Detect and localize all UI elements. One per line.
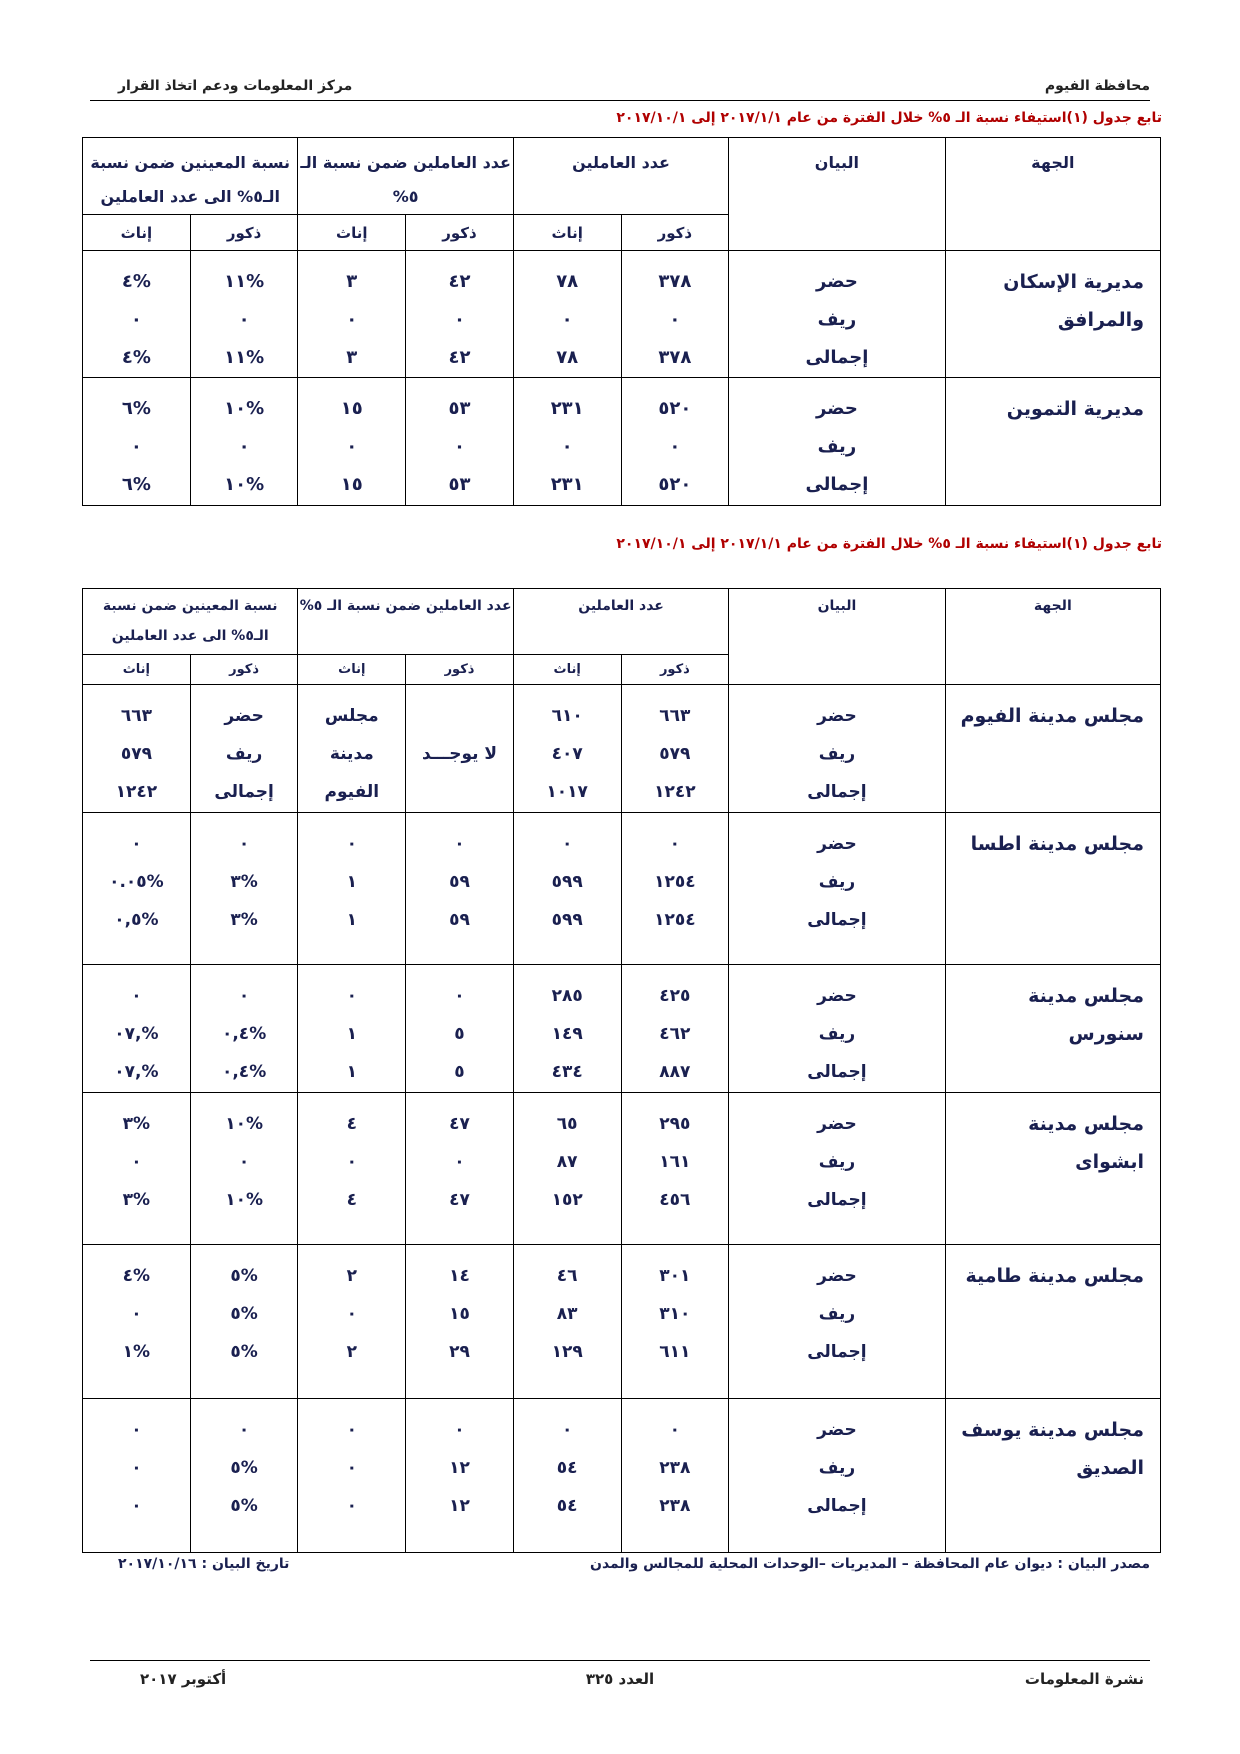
statement-label: حضر bbox=[817, 986, 857, 1006]
cell-value: ٥٧٩ bbox=[659, 744, 691, 764]
cell-value: ٠ bbox=[669, 436, 681, 457]
cell-value: ٧٨ bbox=[556, 271, 579, 292]
cell-value: ٤٠٧ bbox=[551, 744, 583, 764]
value-cell bbox=[83, 813, 191, 965]
cell-value: ٥٢٠ bbox=[658, 398, 692, 419]
cell-value: ٠ bbox=[454, 986, 465, 1006]
cell-value: الفيوم bbox=[324, 782, 380, 802]
cell-value: ٠ bbox=[131, 986, 142, 1006]
cell-value: %٠.٠٥ bbox=[109, 872, 164, 892]
cell-value: ٠ bbox=[454, 834, 465, 854]
value-cell bbox=[190, 251, 298, 378]
cell-value: إجمالى bbox=[214, 782, 274, 802]
cell-value: ٠ bbox=[453, 309, 465, 330]
value-cell bbox=[298, 251, 406, 378]
cell-value: ٢ bbox=[346, 1342, 357, 1362]
entity-name: مجلس مدينة الفيوم bbox=[945, 685, 1160, 813]
value-cell bbox=[298, 378, 406, 506]
cell-value: ١٥ bbox=[340, 474, 363, 495]
page-header bbox=[90, 78, 1150, 100]
statement-cell bbox=[729, 813, 945, 965]
statement-label: ريف bbox=[818, 872, 856, 892]
footer-month: أكتوبر ٢٠١٧ bbox=[140, 1670, 227, 1688]
col-entity: الجهة bbox=[945, 589, 1160, 685]
value-cell bbox=[83, 685, 191, 813]
value-cell bbox=[621, 965, 729, 1093]
statement-label: إجمالى bbox=[807, 1062, 867, 1082]
value-cell bbox=[190, 965, 298, 1093]
value-cell bbox=[513, 1245, 621, 1399]
table2-caption: تابع جدول (١)استيفاء نسبة الـ ٥% خلال الفترة من عام ٢٠١٧/١/١ إلى ٢٠١٧/١٠/١ bbox=[616, 536, 1162, 552]
value-cell bbox=[83, 1399, 191, 1553]
value-cell bbox=[406, 813, 514, 965]
cell-value: ٤٥٦ bbox=[659, 1190, 691, 1210]
table-row bbox=[83, 1245, 1161, 1399]
table-row bbox=[83, 378, 1161, 506]
cell-value: ٤ bbox=[346, 1114, 357, 1134]
cell-value: ٠ bbox=[561, 1420, 573, 1440]
cell-value: %٦ bbox=[121, 474, 151, 495]
cell-value: ٨٧ bbox=[556, 1152, 578, 1172]
statement-label: ريف bbox=[817, 436, 857, 457]
col-males: ذكور bbox=[406, 215, 514, 251]
statement-cell bbox=[729, 965, 945, 1093]
cell-value: ٠ bbox=[346, 1420, 357, 1440]
value-cell bbox=[190, 1093, 298, 1245]
cell-value: ٠ bbox=[238, 309, 250, 330]
cell-value: %٤ bbox=[121, 347, 151, 368]
statement-label: إجمالى bbox=[807, 1496, 867, 1516]
value-cell bbox=[298, 685, 406, 813]
value-cell bbox=[621, 813, 729, 965]
entity-name: مجلس مدينة اطسا bbox=[945, 813, 1160, 965]
cell-value: ٢٣٨ bbox=[659, 1458, 691, 1478]
cell-value: ١٤ bbox=[449, 1266, 470, 1286]
cell-value: ٤٦٢ bbox=[659, 1024, 691, 1044]
cell-value: %٥ bbox=[230, 1266, 258, 1286]
cell-value: ٤٧ bbox=[449, 1190, 470, 1210]
statement-cell bbox=[729, 251, 945, 378]
cell-value: %٣ bbox=[230, 872, 258, 892]
cell-value: ٠ bbox=[346, 986, 357, 1006]
statement-cell bbox=[729, 685, 945, 813]
col-ratio: نسبة المعينين ضمن نسبة الـ٥% الى عدد العاملين bbox=[83, 589, 298, 655]
cell-value: ٠ bbox=[131, 1458, 142, 1478]
col-statement: البيان bbox=[729, 589, 945, 685]
value-cell bbox=[298, 813, 406, 965]
statement-label: حضر bbox=[817, 1114, 857, 1134]
cell-value: ٠ bbox=[238, 834, 250, 854]
value-cell bbox=[513, 685, 621, 813]
col-males: ذكور bbox=[190, 655, 298, 685]
cell-value: ٠ bbox=[131, 1304, 142, 1324]
value-cell bbox=[83, 251, 191, 378]
cell-value: ٤٢٥ bbox=[659, 986, 691, 1006]
value-cell bbox=[406, 378, 514, 506]
cell-value: ٠ bbox=[561, 834, 573, 854]
value-cell bbox=[513, 251, 621, 378]
statement-label: حضر bbox=[817, 706, 857, 726]
value-cell bbox=[190, 685, 298, 813]
statement-label: ريف bbox=[818, 744, 856, 764]
entity-name: مديرية الإسكان والمرافق bbox=[945, 251, 1160, 378]
cell-value: مجلس bbox=[324, 706, 379, 726]
cell-value: ٥٩٩ bbox=[551, 872, 583, 892]
cell-value: ٠ bbox=[131, 1152, 142, 1172]
cell-value: %٣ bbox=[122, 1114, 151, 1134]
statement-label: حضر bbox=[817, 1420, 857, 1440]
cell-value: %١١ bbox=[224, 347, 265, 368]
cell-value: ٨٨٧ bbox=[659, 1062, 691, 1082]
col-females: إناث bbox=[298, 655, 406, 685]
statement-label: إجمالى bbox=[807, 782, 867, 802]
col-females: إناث bbox=[298, 215, 406, 251]
cell-value: ٥٤ bbox=[556, 1496, 578, 1516]
statement-label: إجمالى bbox=[807, 1342, 867, 1362]
value-cell bbox=[406, 251, 514, 378]
table-row bbox=[83, 685, 1161, 813]
cell-value: ١٢٤٢ bbox=[115, 782, 158, 802]
col-females: إناث bbox=[83, 655, 191, 685]
col-males: ذكور bbox=[621, 215, 729, 251]
cell-value: %١٠ bbox=[224, 398, 265, 419]
cell-value: %٠,٤ bbox=[221, 1062, 267, 1082]
cell-value: %١ bbox=[122, 1342, 151, 1362]
col-females: إناث bbox=[83, 215, 191, 251]
value-cell bbox=[406, 1399, 514, 1553]
value-cell bbox=[621, 1093, 729, 1245]
table-row bbox=[83, 965, 1161, 1093]
statement-label: حضر bbox=[817, 1266, 857, 1286]
cell-value: ١٢٥٤ bbox=[654, 872, 696, 892]
cell-value: ٢ bbox=[346, 1266, 357, 1286]
cell-value: ٣٠١ bbox=[659, 1266, 691, 1286]
cell-value: ٠ bbox=[346, 1152, 357, 1172]
cell-value: ٦٥ bbox=[556, 1114, 578, 1134]
value-cell bbox=[83, 378, 191, 506]
cell-value: ١ bbox=[346, 910, 357, 930]
cell-value: ٥ bbox=[454, 1024, 465, 1044]
cell-value: ٥٤ bbox=[556, 1458, 578, 1478]
value-cell bbox=[513, 813, 621, 965]
cell-value: ٢٣٨ bbox=[659, 1496, 691, 1516]
cell-value: ٣ bbox=[346, 347, 358, 368]
cell-value: ٣٧٨ bbox=[658, 271, 692, 292]
cell-value: ٦١١ bbox=[659, 1342, 691, 1362]
cell-value: ١٢ bbox=[449, 1496, 470, 1516]
statement-label: إجمالى bbox=[805, 347, 869, 368]
cell-value: ١ bbox=[346, 1024, 357, 1044]
cell-value: ٤ bbox=[346, 1190, 357, 1210]
cell-value: ١ bbox=[346, 872, 357, 892]
cell-value: %٥ bbox=[230, 1496, 258, 1516]
table2 bbox=[82, 588, 1161, 1553]
statement-cell bbox=[729, 1245, 945, 1399]
statement-label: ريف bbox=[817, 309, 857, 330]
cell-value: ٠ bbox=[669, 309, 681, 330]
cell-value: ١٢٩ bbox=[551, 1342, 583, 1362]
cell-value: ٥٣ bbox=[448, 398, 471, 419]
cell-value: ١٥٢ bbox=[551, 1190, 583, 1210]
cell-value: ٢٣١ bbox=[550, 474, 584, 495]
cell-value: %١٠ bbox=[225, 1190, 264, 1210]
cell-value: %٤ bbox=[121, 271, 151, 292]
value-cell bbox=[621, 378, 729, 506]
table-row bbox=[83, 813, 1161, 965]
cell-value: ٠ bbox=[131, 1496, 142, 1516]
footer-publication: نشرة المعلومات bbox=[1024, 1670, 1144, 1688]
cell-value: ٢٣١ bbox=[550, 398, 584, 419]
cell-value bbox=[406, 773, 513, 811]
value-cell bbox=[298, 1093, 406, 1245]
cell-value: ٣ bbox=[346, 271, 358, 292]
col-males: ذكور bbox=[621, 655, 729, 685]
cell-value: ٦٦٣ bbox=[659, 706, 691, 726]
cell-value: ٠ bbox=[561, 309, 573, 330]
cell-value: ٢٩ bbox=[449, 1342, 470, 1362]
statement-label: إجمالى bbox=[805, 474, 869, 495]
cell-value: ٤٢ bbox=[448, 347, 471, 368]
cell-value: ٠ bbox=[346, 436, 358, 457]
cell-value: ٤٦ bbox=[556, 1266, 578, 1286]
value-cell bbox=[83, 965, 191, 1093]
cell-value: %,٠٧ bbox=[114, 1062, 159, 1082]
cell-value: ٣١٠ bbox=[659, 1304, 691, 1324]
data-date: تاريخ البيان : ٢٠١٧/١٠/١٦ bbox=[118, 1556, 290, 1572]
value-cell bbox=[83, 1093, 191, 1245]
statement-label: حضر bbox=[817, 834, 857, 854]
cell-value: حضر bbox=[224, 706, 264, 726]
cell-value: ٥٩ bbox=[449, 910, 470, 930]
table2-body bbox=[83, 685, 1161, 1553]
cell-value: ٠ bbox=[238, 1152, 250, 1172]
cell-value: ٠ bbox=[238, 986, 250, 1006]
cell-value: ٠ bbox=[454, 1152, 465, 1172]
col-statement: البيان bbox=[729, 138, 945, 251]
col-ratio: نسبة المعينين ضمن نسبة الـ٥% الى عدد العاملين bbox=[83, 138, 298, 215]
entity-name: مجلس مدينة ابشواى bbox=[945, 1093, 1160, 1245]
cell-value: ٥٢٠ bbox=[658, 474, 692, 495]
statement-label: ريف bbox=[818, 1304, 856, 1324]
cell-value: ٠ bbox=[131, 834, 142, 854]
cell-value: ٠ bbox=[346, 309, 358, 330]
value-cell bbox=[513, 1093, 621, 1245]
col-males: ذكور bbox=[406, 655, 514, 685]
cell-value: ١٢ bbox=[449, 1458, 470, 1478]
cell-value: %٥ bbox=[230, 1458, 258, 1478]
statement-label: حضر bbox=[815, 271, 858, 292]
table-row bbox=[83, 1399, 1161, 1553]
cell-value: ٥٩٩ bbox=[551, 910, 583, 930]
cell-value: ١٠١٧ bbox=[546, 782, 588, 802]
value-cell bbox=[513, 965, 621, 1093]
table1-body bbox=[83, 251, 1161, 506]
cell-value: ٢٩٥ bbox=[659, 1114, 691, 1134]
cell-value: ٠ bbox=[453, 436, 465, 457]
col-females: إناث bbox=[513, 215, 621, 251]
cell-value: ٦١٠ bbox=[551, 706, 583, 726]
cell-value: %٣ bbox=[122, 1190, 151, 1210]
cell-value: ١٢٤٢ bbox=[654, 782, 696, 802]
cell-value: ٤٢ bbox=[448, 271, 471, 292]
data-source: مصدر البيان : ديوان عام المحافظة – المديريات –الوحدات المحلية للمجالس والمدن bbox=[590, 1556, 1150, 1572]
cell-value bbox=[406, 697, 513, 735]
cell-value: ٠ bbox=[346, 1304, 357, 1324]
footer-divider bbox=[90, 1660, 1150, 1661]
value-cell bbox=[406, 1245, 514, 1399]
cell-value: ٦٦٣ bbox=[120, 706, 152, 726]
cell-value: ١٦١ bbox=[659, 1152, 691, 1172]
cell-value: ٢٨٥ bbox=[551, 986, 583, 1006]
value-cell bbox=[621, 685, 729, 813]
cell-value: %٠,٥ bbox=[114, 910, 159, 930]
table-row bbox=[83, 251, 1161, 378]
value-cell bbox=[406, 1093, 514, 1245]
value-cell bbox=[83, 1245, 191, 1399]
entity-name: مجلس مدينة طامية bbox=[945, 1245, 1160, 1399]
value-cell bbox=[621, 251, 729, 378]
cell-value: ٠ bbox=[346, 834, 357, 854]
cell-value: ٠ bbox=[130, 436, 142, 457]
statement-label: ريف bbox=[818, 1024, 856, 1044]
table1 bbox=[82, 137, 1161, 506]
table-row bbox=[83, 1093, 1161, 1245]
cell-value: %٦ bbox=[121, 398, 151, 419]
cell-value: ٠ bbox=[238, 436, 250, 457]
cell-value: ١ bbox=[346, 1062, 357, 1082]
cell-value: ٠ bbox=[346, 1496, 357, 1516]
entity-name: مجلس مدينة سنورس bbox=[945, 965, 1160, 1093]
value-cell bbox=[298, 965, 406, 1093]
cell-value: ٥ bbox=[454, 1062, 465, 1082]
value-cell bbox=[621, 1399, 729, 1553]
cell-value: ٠ bbox=[238, 1420, 250, 1440]
cell-value: ٠ bbox=[131, 1420, 142, 1440]
value-cell bbox=[190, 1245, 298, 1399]
cell-value: ١٢٥٤ bbox=[654, 910, 696, 930]
cell-value: مدينة bbox=[329, 744, 374, 764]
value-cell bbox=[406, 965, 514, 1093]
cell-value: ريف bbox=[225, 744, 263, 764]
value-cell bbox=[513, 1399, 621, 1553]
statement-label: حضر bbox=[815, 398, 858, 419]
entity-name: مجلس مدينة يوسف الصديق bbox=[945, 1399, 1160, 1553]
cell-value: %٣ bbox=[230, 910, 258, 930]
statement-label: إجمالى bbox=[807, 1190, 867, 1210]
col-within: عدد العاملين ضمن نسبة الـ ٥% bbox=[298, 589, 513, 655]
value-cell bbox=[190, 1399, 298, 1553]
cell-value: ١٥ bbox=[340, 398, 363, 419]
cell-value: ٠ bbox=[454, 1420, 465, 1440]
center-name: مركز المعلومات ودعم اتخاذ القرار bbox=[118, 78, 353, 94]
cell-value: ٠ bbox=[130, 309, 142, 330]
col-workers: عدد العاملين bbox=[513, 138, 728, 215]
cell-value: ١٤٩ bbox=[551, 1024, 583, 1044]
cell-value: %١١ bbox=[224, 271, 265, 292]
value-cell bbox=[406, 685, 514, 813]
cell-value: ٨٣ bbox=[556, 1304, 578, 1324]
entity-name: مديرية التموين bbox=[945, 378, 1160, 506]
value-cell bbox=[190, 378, 298, 506]
cell-value: ١٥ bbox=[449, 1304, 470, 1324]
cell-value: %٤ bbox=[122, 1266, 151, 1286]
cell-value: %١٠ bbox=[225, 1114, 264, 1134]
cell-value: ٥٩ bbox=[449, 872, 470, 892]
statement-cell bbox=[729, 1093, 945, 1245]
value-cell bbox=[298, 1245, 406, 1399]
cell-value: %,٠٧ bbox=[114, 1024, 159, 1044]
cell-value: ٥٣ bbox=[448, 474, 471, 495]
col-males: ذكور bbox=[190, 215, 298, 251]
cell-value: %١٠ bbox=[224, 474, 265, 495]
cell-value: %٥ bbox=[230, 1342, 258, 1362]
header-divider bbox=[90, 100, 1150, 101]
cell-value: ٠ bbox=[669, 834, 681, 854]
statement-label: ريف bbox=[818, 1458, 856, 1478]
statement-label: إجمالى bbox=[807, 910, 867, 930]
statement-cell bbox=[729, 378, 945, 506]
col-within: عدد العاملين ضمن نسبة الـ ٥% bbox=[298, 138, 513, 215]
statement-label: ريف bbox=[818, 1152, 856, 1172]
col-entity: الجهة bbox=[945, 138, 1160, 251]
governorate-name: محافظة الفيوم bbox=[1044, 78, 1150, 94]
col-workers: عدد العاملين bbox=[513, 589, 728, 655]
cell-value: ٤٣٤ bbox=[551, 1062, 583, 1082]
value-cell bbox=[621, 1245, 729, 1399]
value-cell bbox=[513, 378, 621, 506]
cell-value: ٥٧٩ bbox=[120, 744, 152, 764]
cell-value: لا يوجـــد bbox=[421, 744, 498, 764]
cell-value: %٠,٤ bbox=[221, 1024, 267, 1044]
statement-cell bbox=[729, 1399, 945, 1553]
cell-value: ٠ bbox=[669, 1420, 681, 1440]
cell-value: %٥ bbox=[230, 1304, 258, 1324]
cell-value: ٣٧٨ bbox=[658, 347, 692, 368]
cell-value: ٠ bbox=[346, 1458, 357, 1478]
cell-value: ٤٧ bbox=[449, 1114, 470, 1134]
col-females: إناث bbox=[513, 655, 621, 685]
table1-caption: تابع جدول (١)استيفاء نسبة الـ ٥% خلال الفترة من عام ٢٠١٧/١/١ إلى ٢٠١٧/١٠/١ bbox=[616, 110, 1162, 126]
value-cell bbox=[298, 1399, 406, 1553]
value-cell bbox=[190, 813, 298, 965]
footer-issue: العدد ٣٢٥ bbox=[585, 1670, 655, 1688]
cell-value: ٧٨ bbox=[556, 347, 579, 368]
cell-value: ٠ bbox=[561, 436, 573, 457]
